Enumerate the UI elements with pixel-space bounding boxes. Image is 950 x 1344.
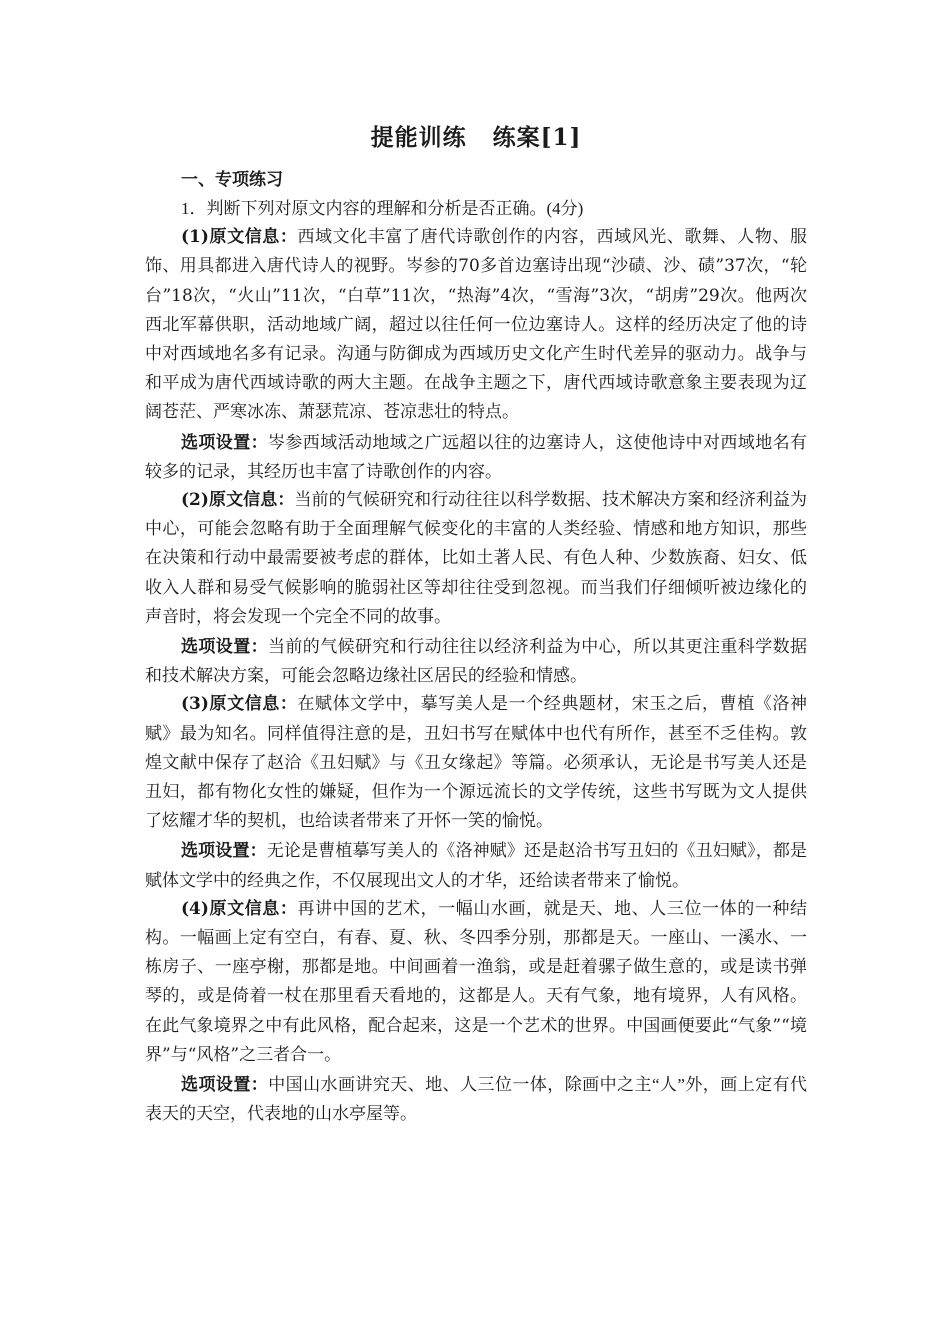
item-1-source (145, 223, 807, 427)
item-4-source (145, 895, 807, 1070)
item-3-option-text: 无论是曹植摹写美人的《洛神赋》还是赵洽书写丑妇的《丑妇赋》，都是赋体文学中的经典之作，不仅展现出文人的才华，还给读者带来了愉悦。 (145, 841, 808, 890)
title-main: 提能训练 (370, 124, 467, 151)
item-2-number: (2) (181, 490, 209, 511)
item-3-option-label: 选项设置： (181, 841, 267, 861)
page-title (145, 118, 807, 158)
item-1-option-text: 岑参西域活动地域之广远超以往的边塞诗人，这使他诗中对西域地名有较多的记录，其经历也丰富了诗歌创作的内容。 (145, 432, 807, 481)
item-3-source-text: 在赋体文学中，摹写美人是一个经典题材，宋玉之后，曹植《洛神赋》最为知名。同样值得注意的是，丑妇书写在赋体中也代有所作，甚至不乏佳构。敦煌文献中保存了赵洽《丑妇赋》与《丑女缘起》等篇。必须承认，无论是书写美人还是丑妇，都有物化女性的嫌疑，但作为一个源远流长的文学传统，这些书写既为文人提供了炫耀才华的契机，也给读者带来了开怀一笑的愉悦。 (145, 694, 808, 832)
item-4-option (145, 1070, 807, 1128)
item-4-source-label: 原文信息： (208, 898, 298, 919)
item-2-option (145, 632, 807, 690)
item-4-option-label: 选项设置： (181, 1075, 269, 1095)
item-1-source-label: 原文信息： (208, 227, 298, 248)
item-2-source-text: 当前的气候研究和行动往往以科学数据、技术解决方案和经济利益为中心，可能会忽略有助于全面理解气候变化的丰富的人类经验、情感和地方知识，那些在决策和行动中最需要被考虑的群体，比如土著人民、有色人种、少数族裔、妇女、低收入人群和易受气候影响的脆弱社区等却往往受到忽视。而当我们仔细倾听被边缘化的声音时，将会发现一个完全不同的故事。 (145, 490, 808, 627)
item-4-option-text: 中国山水画讲究天、地、人三位一体，除画中之主“人”外，画上定有代表天的天空，代表地的山水亭屋等。 (145, 1075, 808, 1124)
title-sub: 练案[1] (492, 124, 582, 151)
item-3-option (145, 836, 807, 894)
item-2-option-text: 当前的气候研究和行动往往以经济利益为中心，所以其更注重科学数据和技术解决方案，可能会忽略边缘社区居民的经验和情感。 (145, 637, 807, 686)
item-4-source-text: 再讲中国的艺术，一幅山水画，就是天、地、人三位一体的一种结构。一幅画上定有空白，有春、夏、秋、冬四季分别，那都是天。一座山、一溪水、一栋房子、一座亭榭，那都是地。中间画着一渔翁，或是赶着骡子做生意的，或是读书弹琴的，或是倚着一杖在那里看天看地的，这都是人。天有气象，地有境界，人有风格。在此气象境界之中有此风格，配合起来，这是一个艺术的世界。中国画便要此“气象”“境界”与“风格”之三者合一。 (145, 898, 808, 1065)
item-1-number: (1) (181, 227, 209, 248)
item-3-source (145, 690, 807, 836)
document-page (145, 118, 807, 1129)
question-stem: 1．判断下列对原文内容的理解和分析是否正确。(4分) (181, 199, 584, 218)
section-heading: 一、专项练习 (181, 170, 283, 190)
item-4-number: (4) (181, 898, 209, 919)
item-1-option-label: 选项设置： (181, 432, 268, 452)
item-2-option-label: 选项设置： (181, 637, 268, 657)
item-2-source (145, 486, 807, 632)
item-1-option (145, 428, 807, 486)
item-3-source-label: 原文信息： (208, 694, 298, 715)
item-1-source-text: 西域文化丰富了唐代诗歌创作的内容，西域风光、歌舞、人物、服饰、用具都进入唐代诗人的视野。岑参的70多首边塞诗出现“沙碛、沙、碛”37次，“轮台”18次，“火山”11次，“白草”11次，“热海”4次，“雪海”3次，“胡虏”29次。他两次西北军幕供职，活动地域广阔，超过以往任何一位边塞诗人。这样的经历决定了他的诗中对西域地名多有记录。沟通与防御成为西域历史文化产生时代差异的驱动力。战争与和平成为唐代西域诗歌的两大主题。在战争主题之下，唐代西域诗歌意象主要表现为辽阔苍茫、严寒冰冻、萧瑟荒凉、苍凉悲壮的特点。 (145, 227, 808, 423)
item-3-number: (3) (181, 694, 209, 715)
item-2-source-label: 原文信息： (208, 490, 295, 511)
